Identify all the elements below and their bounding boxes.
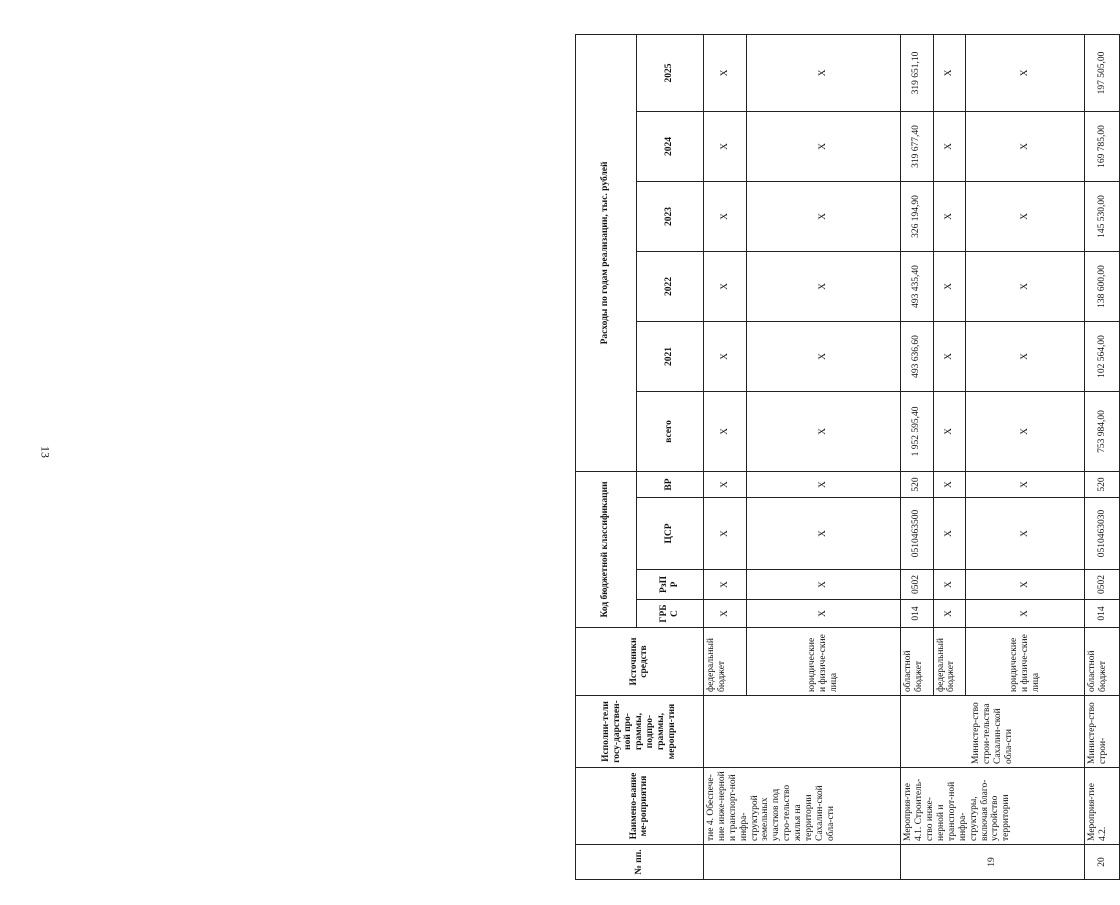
cell-total: 1 952 595,40 (901, 391, 934, 471)
row-num: 19 (901, 845, 1085, 880)
header-executor: Исполни-тели госу-дарствен-ной про-граммы, подпро-граммы, меропри-тия (576, 696, 704, 768)
cell-2021: X (933, 321, 966, 391)
cell-csr: X (747, 498, 901, 570)
header-source: Источники средств (576, 628, 704, 696)
header-vr: ВР (636, 471, 703, 497)
row-source: областной бюджет (1085, 628, 1120, 696)
cell-csr: X (703, 498, 746, 570)
header-2022: 2022 (636, 251, 703, 321)
cell-2021: 493 636,60 (901, 321, 934, 391)
cell-2021: X (966, 321, 1085, 391)
header-2021: 2021 (636, 321, 703, 391)
cell-rzpr: 0502 (1085, 570, 1120, 600)
cell-2021: 102 564,00 (1085, 321, 1120, 391)
cell-vr: X (747, 471, 901, 497)
cell-vr: 520 (901, 471, 934, 497)
header-2023: 2023 (636, 181, 703, 251)
cell-2023: 326 194,90 (901, 181, 934, 251)
header-rzpr: РзП Р (636, 570, 703, 600)
cell-grbs: 014 (901, 600, 934, 628)
cell-2024: 319 677,40 (901, 111, 934, 181)
cell-csr: 0510463500 (901, 498, 934, 570)
cell-2024: X (703, 111, 746, 181)
row-executor: Министер-ство строи- (1085, 696, 1120, 768)
cell-grbs: X (966, 600, 1085, 628)
cell-grbs: X (703, 600, 746, 628)
cell-2025: 197 505,00 (1085, 34, 1120, 111)
cell-2025: X (703, 34, 746, 111)
header-expenses-group: Расходы по годам реализации, тыс. рублей (576, 34, 637, 471)
rotated-table-container (575, 35, 1120, 880)
cell-vr: X (933, 471, 966, 497)
cell-2025: X (747, 34, 901, 111)
cell-csr: X (933, 498, 966, 570)
cell-2021: X (747, 321, 901, 391)
table-row (1085, 34, 1120, 879)
header-2024: 2024 (636, 111, 703, 181)
cell-2024: 169 785,00 (1085, 111, 1120, 181)
cell-2025: 319 651,10 (901, 34, 934, 111)
row-executor: Министер-ство строи-тельства Сахалин-ской обла-сти (901, 696, 1085, 768)
cell-grbs: X (747, 600, 901, 628)
cell-rzpr: X (966, 570, 1085, 600)
budget-table (575, 34, 1120, 880)
cell-total: X (747, 391, 901, 471)
cell-rzpr: X (933, 570, 966, 600)
cell-vr: X (703, 471, 746, 497)
cell-2023: X (933, 181, 966, 251)
cell-total: X (966, 391, 1085, 471)
cell-2022: X (933, 251, 966, 321)
row-source: юридические и физиче-ские лица (966, 628, 1085, 696)
table-row (703, 34, 746, 879)
cell-2022: 493 435,40 (901, 251, 934, 321)
cell-2022: X (966, 251, 1085, 321)
header-grbs: ГРБ С (636, 600, 703, 628)
cell-2023: X (966, 181, 1085, 251)
cell-2021: X (703, 321, 746, 391)
header-num: № пп. (576, 845, 704, 880)
row-num: 20 (1085, 845, 1120, 880)
header-2025: 2025 (636, 34, 703, 111)
header-name: Наимено-вание ме-роприятия (576, 768, 704, 845)
row-name: Мероприя-тие 4.2. (1085, 768, 1120, 845)
row-name: тие 4. Обеспече-ние инже-нерной и транспорт-ной инфра-структурой земельных участков под стро-тельство жилья на территории Сахалин-ской обла-сти (703, 768, 900, 845)
cell-grbs: 014 (1085, 600, 1120, 628)
row-source: федеральный бюджет (933, 628, 966, 696)
row-executor (703, 696, 900, 768)
cell-2022: X (747, 251, 901, 321)
cell-2024: X (933, 111, 966, 181)
cell-total: 753 984,00 (1085, 391, 1120, 471)
cell-2025: X (933, 34, 966, 111)
row-source: юридические и физиче-ские лица (747, 628, 901, 696)
row-name: Мероприя-тие 4.1. Строитель-ство инже-нерной и транспорт-ной инфра-структуры, включая благо-устройство территории (901, 768, 1085, 845)
cell-2023: X (747, 181, 901, 251)
cell-2023: 145 530,00 (1085, 181, 1120, 251)
cell-2023: X (703, 181, 746, 251)
table-row (901, 34, 934, 879)
header-csr: ЦСР (636, 498, 703, 570)
row-source: федеральный бюджет (703, 628, 746, 696)
cell-2022: 138 600,00 (1085, 251, 1120, 321)
row-source: областной бюджет (901, 628, 934, 696)
cell-vr: X (966, 471, 1085, 497)
cell-2024: X (966, 111, 1085, 181)
header-code-group: Код бюджетной классификации (576, 471, 637, 627)
header-total: всего (636, 391, 703, 471)
cell-total: X (933, 391, 966, 471)
cell-2022: X (703, 251, 746, 321)
cell-2024: X (747, 111, 901, 181)
cell-csr: X (966, 498, 1085, 570)
cell-rzpr: X (747, 570, 901, 600)
cell-rzpr: 0502 (901, 570, 934, 600)
cell-vr: 520 (1085, 471, 1120, 497)
cell-total: X (703, 391, 746, 471)
cell-2025: X (966, 34, 1085, 111)
page-number: 13 (38, 446, 53, 458)
cell-rzpr: X (703, 570, 746, 600)
cell-csr: 0510463030 (1085, 498, 1120, 570)
cell-grbs: X (933, 600, 966, 628)
row-num (703, 845, 900, 880)
